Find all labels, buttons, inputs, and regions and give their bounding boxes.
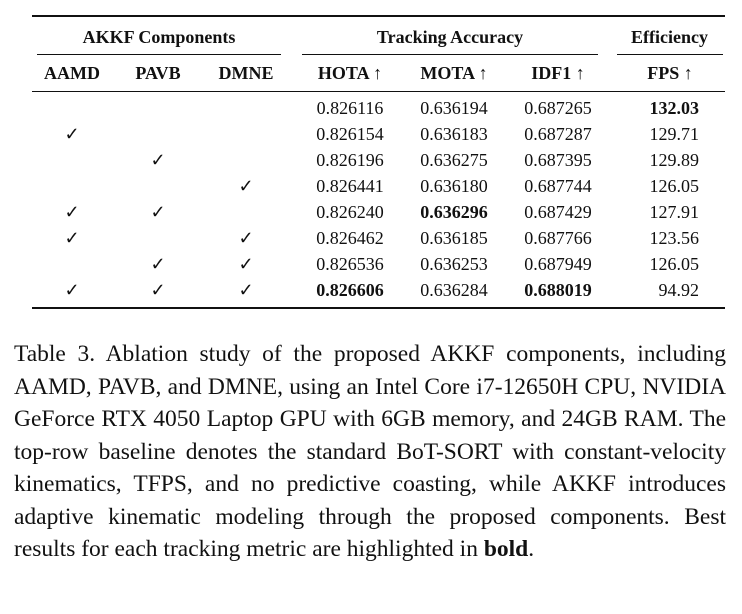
column-header-idf1: IDF1 ↑ [531,63,585,83]
cell-mota: 0.636284 [420,280,488,300]
cell-idf1: 0.688019 [524,280,592,300]
cell-hota: 0.826196 [316,150,384,170]
cell-mota: 0.636180 [420,176,488,196]
check-mark-dmne: ✓ [238,254,254,274]
check-mark-pavb: ✓ [150,254,166,274]
group-header-tracking-accuracy: Tracking Accuracy [376,27,524,47]
cell-hota: 0.826462 [316,228,384,248]
cell-idf1: 0.687395 [524,150,592,170]
check-mark-pavb: ✓ [150,202,166,222]
cell-hota: 0.826441 [316,176,384,196]
cell-fps: 126.05 [649,176,699,196]
check-mark-pavb: ✓ [150,280,166,300]
cell-fps: 132.03 [649,98,699,118]
cell-fps: 129.71 [649,124,699,144]
cell-mota: 0.636194 [420,98,488,118]
cell-hota: 0.826154 [316,124,384,144]
column-header-fps: FPS ↑ [647,63,693,83]
check-mark-dmne: ✓ [238,280,254,300]
cell-idf1: 0.687429 [524,202,592,222]
cell-mota: 0.636183 [420,124,488,144]
column-header-dmne: DMNE [218,63,274,83]
column-header-pavb: PAVB [135,63,181,83]
cell-mota: 0.636185 [420,228,488,248]
check-mark-aamd: ✓ [64,202,80,222]
top-rule [32,15,725,17]
caption-end: . [528,536,535,562]
cell-idf1: 0.687766 [524,228,592,248]
cell-idf1: 0.687287 [524,124,592,144]
group-header-akkf-components: AKKF Components [82,27,236,47]
column-header-aamd: AAMD [44,63,100,83]
group-header-efficiency: Efficiency [631,27,708,47]
cell-idf1: 0.687744 [524,176,592,196]
column-header-hota: HOTA ↑ [317,63,383,83]
cell-idf1: 0.687265 [524,98,592,118]
cell-mota: 0.636275 [420,150,488,170]
check-mark-pavb: ✓ [150,150,166,170]
cell-mota: 0.636296 [420,202,488,222]
caption-text: Table 3. Ablation study of the proposed AKKF components, including AAMD, PAVB, and DMNE, using an Intel Core i7-12650H CPU, NVIDIA GeForce RTX 4050 Laptop GPU with 6GB memory, and 24GB RAM. The top-row baseline denotes the standard BoT-SORT with constant-velocity kinematics, TFPS, and no predictive coasting, while AKKF introduces adaptive kinematic modeling through the proposed components. Best results for each tracking metric are highlighted in [14,341,726,562]
bottom-rule [32,307,725,309]
cell-idf1: 0.687949 [524,254,592,274]
group-underline-akkf [37,54,281,55]
cell-fps: 123.56 [649,228,699,248]
caption-bold-word: bold [483,536,529,562]
check-mark-dmne: ✓ [238,228,254,248]
cell-hota: 0.826116 [316,98,384,118]
table-caption [14,338,726,566]
cell-mota: 0.636253 [420,254,488,274]
cell-hota: 0.826536 [316,254,384,274]
check-mark-aamd: ✓ [64,228,80,248]
cell-hota: 0.826606 [316,280,384,300]
check-mark-dmne: ✓ [238,176,254,196]
cell-fps: 94.92 [658,280,699,300]
cell-fps: 127.91 [649,202,699,222]
cell-fps: 126.05 [649,254,699,274]
cell-hota: 0.826240 [316,202,384,222]
check-mark-aamd: ✓ [64,280,80,300]
check-mark-aamd: ✓ [64,124,80,144]
group-underline-efficiency [617,54,723,55]
cell-fps: 129.89 [649,150,699,170]
column-header-mota: MOTA ↑ [420,63,488,83]
header-rule [32,91,725,92]
group-underline-accuracy [302,54,598,55]
